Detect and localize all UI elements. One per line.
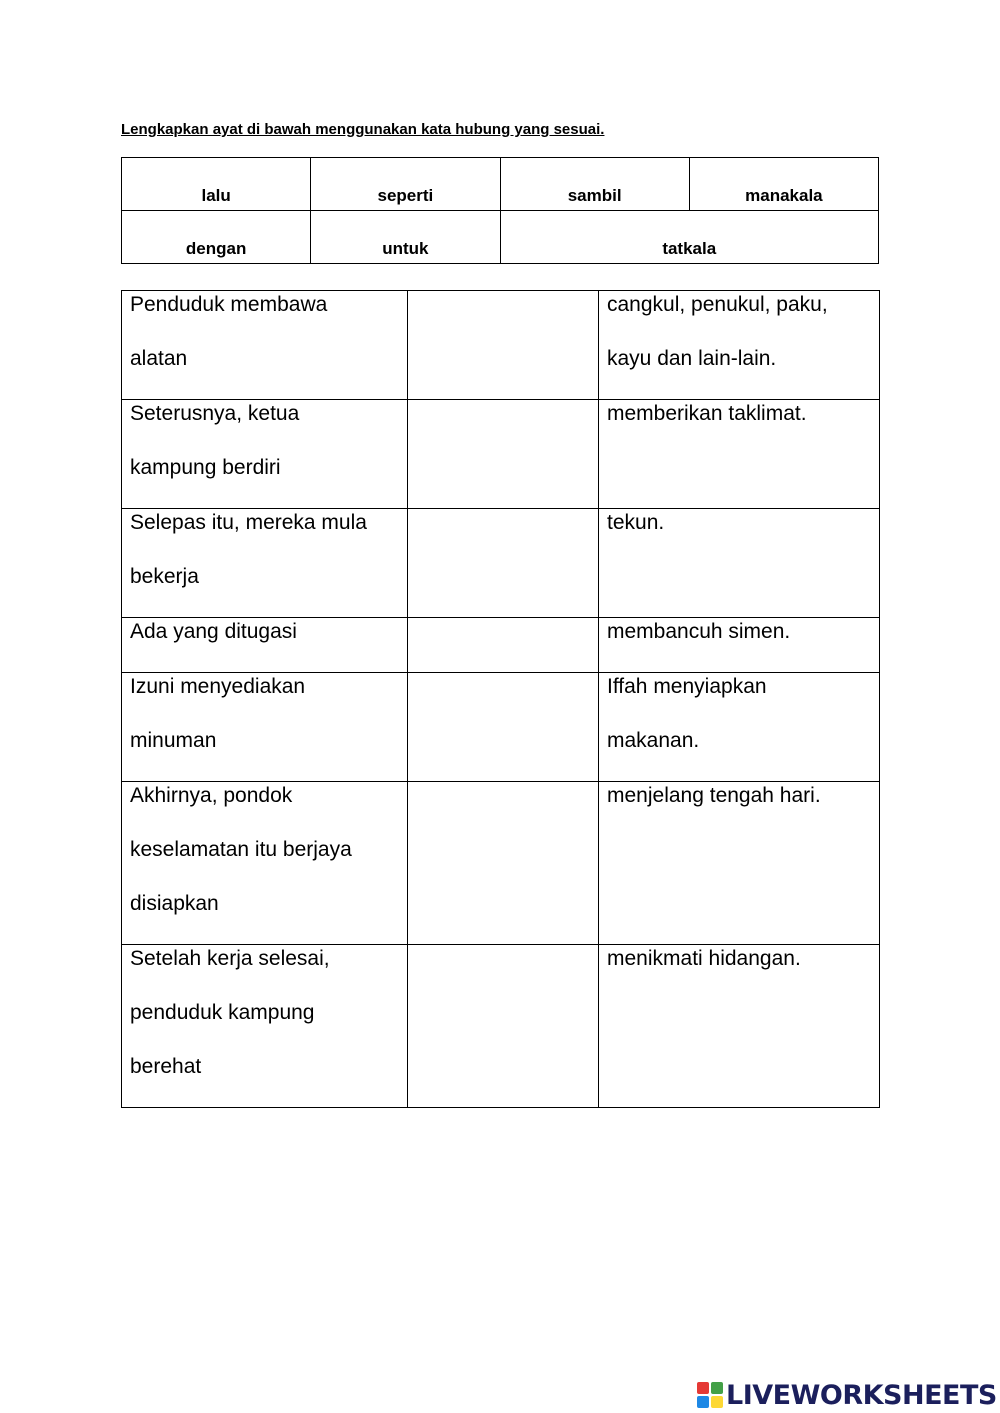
answer-drop-zone[interactable]: [408, 945, 599, 1108]
sentence-start: [122, 782, 408, 945]
sentence-line: Seterusnya, ketua: [130, 402, 300, 425]
sentence-line: Setelah kerja selesai,: [130, 947, 330, 970]
word-bank-item[interactable]: manakala: [689, 158, 878, 211]
sentence-end: [599, 673, 880, 782]
exercise-row: [122, 509, 880, 618]
sentence-line: kampung berdiri: [130, 456, 281, 479]
sentence-line: memberikan taklimat.: [607, 402, 807, 425]
word-bank-row: [122, 211, 879, 264]
sentence-line: Iffah menyiapkan: [607, 675, 767, 698]
exercise-row: [122, 291, 880, 400]
sentence-line: Izuni menyediakan: [130, 675, 306, 698]
sentence-end: [599, 291, 880, 400]
sentence-line: alatan: [130, 347, 188, 370]
logo-text: LIVEWORKSHEETS: [726, 1379, 997, 1411]
sentence-line: Selepas itu, mereka mula: [130, 511, 367, 534]
sentence-line: minuman: [130, 729, 217, 752]
word-bank-row: [122, 158, 879, 211]
sentence-line: disiapkan: [130, 892, 219, 915]
answer-drop-zone[interactable]: [408, 291, 599, 400]
sentence-line: kayu dan lain-lain.: [607, 347, 777, 370]
word-bank-table: [121, 157, 879, 264]
logo-grid-icon: [697, 1382, 723, 1408]
sentence-end: [599, 782, 880, 945]
sentence-line: Akhirnya, pondok: [130, 784, 293, 807]
instruction-heading: Lengkapkan ayat di bawah menggunakan kata hubung yang sesuai.: [121, 121, 605, 138]
sentence-line: tekun.: [607, 511, 665, 534]
answer-drop-zone[interactable]: [408, 618, 599, 673]
sentence-line: Ada yang ditugasi: [130, 620, 297, 643]
word-bank-item[interactable]: dengan: [122, 211, 311, 264]
logo-square: [711, 1396, 723, 1408]
exercise-table: [121, 290, 880, 1108]
word-bank-item[interactable]: lalu: [122, 158, 311, 211]
sentence-end: [599, 945, 880, 1108]
sentence-start: [122, 945, 408, 1108]
sentence-line: Penduduk membawa: [130, 293, 328, 316]
sentence-line: makanan.: [607, 729, 700, 752]
word-bank-item[interactable]: seperti: [311, 158, 500, 211]
sentence-end: [599, 509, 880, 618]
liveworksheets-logo: [697, 1380, 997, 1410]
sentence-line: berehat: [130, 1055, 202, 1078]
sentence-line: bekerja: [130, 565, 199, 588]
word-bank-item[interactable]: sambil: [500, 158, 689, 211]
logo-square: [697, 1396, 709, 1408]
exercise-row: [122, 945, 880, 1108]
answer-drop-zone[interactable]: [408, 509, 599, 618]
logo-square: [711, 1382, 723, 1394]
word-bank-item[interactable]: untuk: [311, 211, 500, 264]
logo-square: [697, 1382, 709, 1394]
sentence-end: [599, 400, 880, 509]
answer-drop-zone[interactable]: [408, 400, 599, 509]
sentence-start: [122, 400, 408, 509]
exercise-row: [122, 673, 880, 782]
sentence-start: [122, 291, 408, 400]
word-bank-item[interactable]: tatkala: [500, 211, 879, 264]
answer-drop-zone[interactable]: [408, 782, 599, 945]
answer-drop-zone[interactable]: [408, 673, 599, 782]
sentence-line: menikmati hidangan.: [607, 947, 801, 970]
sentence-line: keselamatan itu berjaya: [130, 838, 352, 861]
sentence-line: penduduk kampung: [130, 1001, 315, 1024]
sentence-start: [122, 509, 408, 618]
exercise-row: [122, 782, 880, 945]
sentence-line: menjelang tengah hari.: [607, 784, 821, 807]
sentence-line: cangkul, penukul, paku,: [607, 293, 828, 316]
exercise-row: [122, 400, 880, 509]
sentence-start: [122, 673, 408, 782]
sentence-line: membancuh simen.: [607, 620, 791, 643]
